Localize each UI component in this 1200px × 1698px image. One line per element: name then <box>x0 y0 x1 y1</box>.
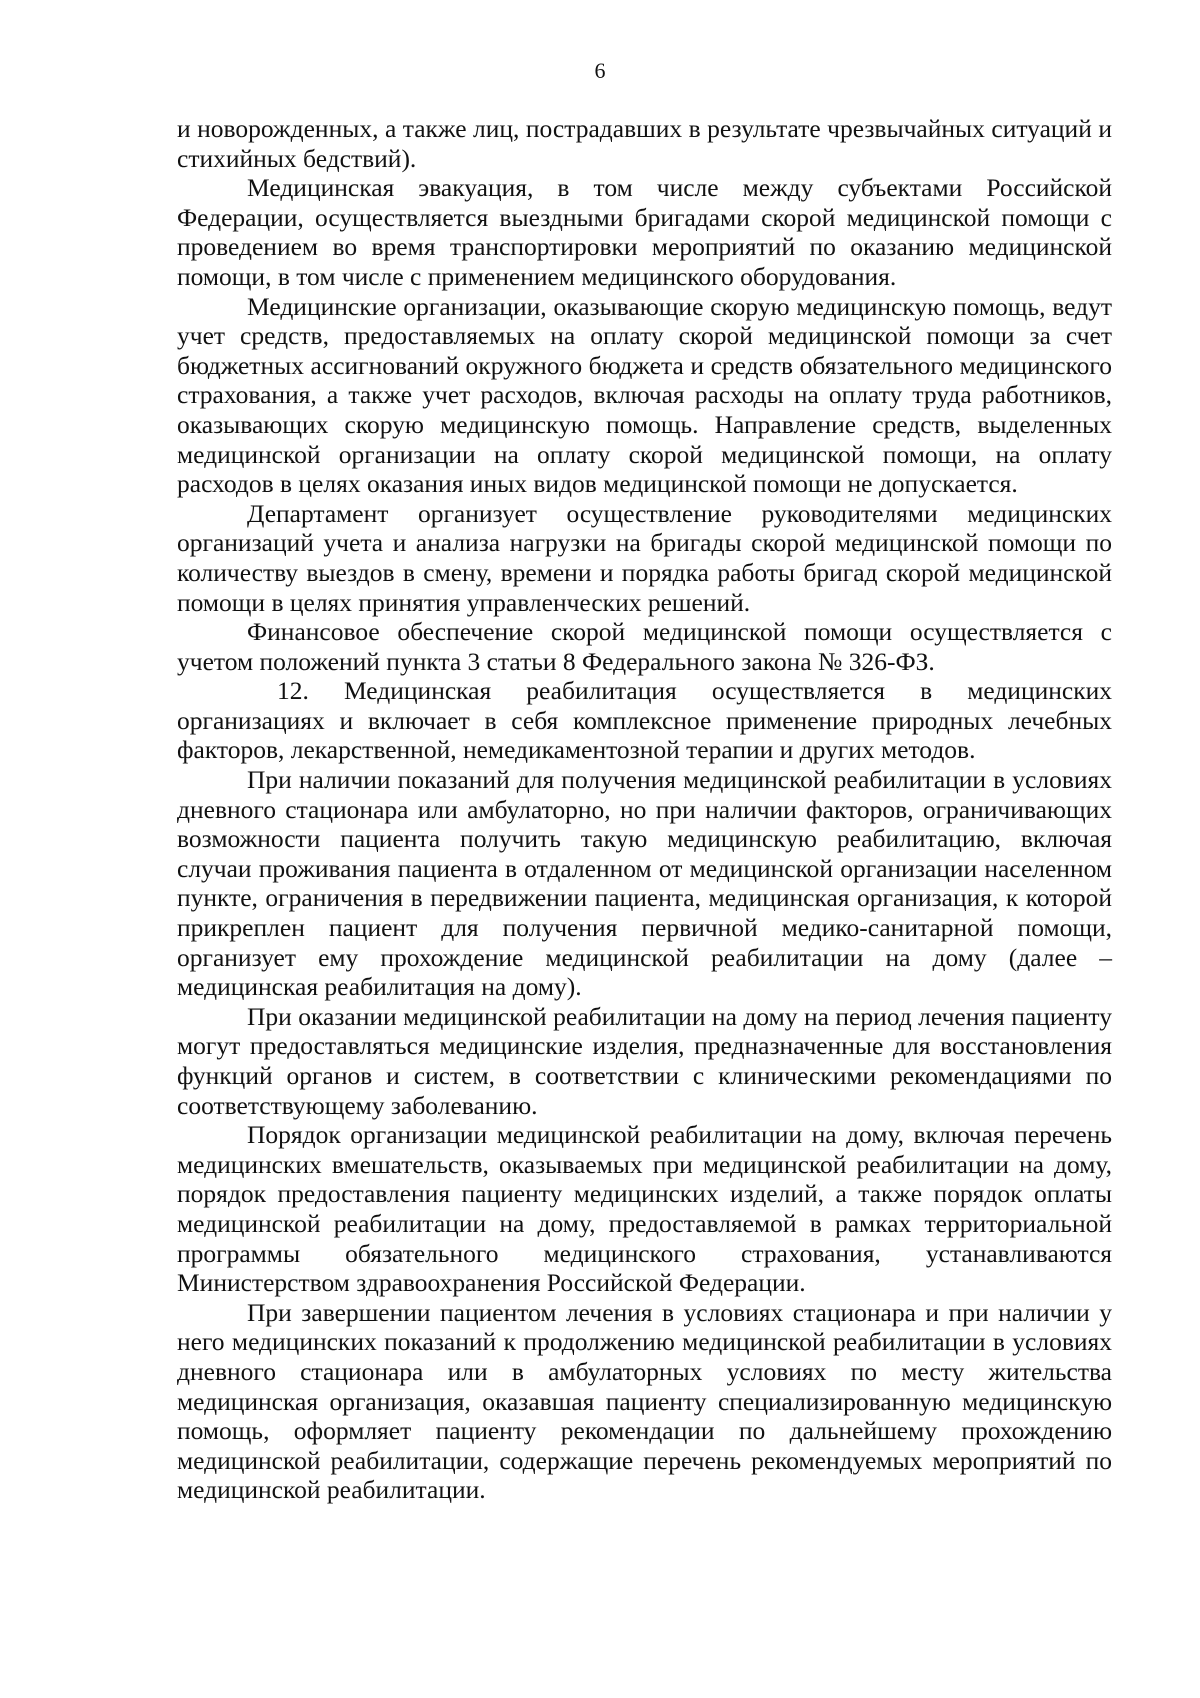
page-number: 6 <box>594 58 606 83</box>
paragraph-rehabilitation-procedure: Порядок организации медицинской реабилитации на дому, включая перечень медицинских вмешательств, оказываемых при медицинской реабилитации на дому, порядок предоставления пациенту медицинских изделий, а также порядок оплаты медицинской реабилитации на дому, предоставляемой в рамках территориальной программы обязательного медицинского страхования, устанавливаются Министерством здравоохранения Российской Федерации. <box>177 1120 1112 1298</box>
paragraph-funds-accounting: Медицинские организации, оказывающие скорую медицинскую помощь, ведут учет средств, предоставляемых на оплату скорой медицинской помощи за счет бюджетных ассигнований окружного бюджета и средств обязательного медицинского страхования, а также учет расходов, включая расходы на оплату труда работников, оказывающих скорую медицинскую помощь. Направление средств, выделенных медицинской организации на оплату скорой медицинской помощи, на оплату расходов в целях оказания иных видов медицинской помощи не допускается. <box>177 291 1112 499</box>
paragraph-financial-support: Финансовое обеспечение скорой медицинской помощи осуществляется с учетом положений пункта 3 статьи 8 Федерального закона № 326-ФЗ. <box>177 617 1112 676</box>
paragraph-home-rehabilitation: При наличии показаний для получения медицинской реабилитации в условиях дневного стационара или амбулаторно, но при наличии факторов, ограничивающих возможности пациента получить такую медицинскую реабилитацию, включая случаи проживания пациента в отдаленном от медицинской организации населенном пункте, ограничения в передвижении пациента, медицинская организация, к которой прикреплен пациент для получения первичной медико-санитарной помощи, организует ему прохождение медицинской реабилитации на дому (далее – медицинская реабилитация на дому). <box>177 765 1112 1002</box>
paragraph-continuation: и новорожденных, а также лиц, пострадавших в результате чрезвычайных ситуаций и стихийных бедствий). <box>177 114 1112 173</box>
paragraph-item-12-rehabilitation: 12. Медицинская реабилитация осуществляется в медицинских организациях и включает в себя комплексное применение природных лечебных факторов, лекарственной, немедикаментозной терапии и других методов. <box>177 676 1112 765</box>
paragraph-medical-devices: При оказании медицинской реабилитации на дому на период лечения пациенту могут предоставляться медицинские изделия, предназначенные для восстановления функций органов и систем, в соответствии с клиническими рекомендациями по соответствующему заболеванию. <box>177 1001 1112 1120</box>
paragraph-department-analysis: Департамент организует осуществление руководителями медицинских организаций учета и анализа нагрузки на бригады скорой медицинской помощи по количеству выездов в смену, времени и порядка работы бригад скорой медицинской помощи в целях принятия управленческих решений. <box>177 498 1112 617</box>
paragraph-medical-evacuation: Медицинская эвакуация, в том числе между субъектами Российской Федерации, осуществляется выездными бригадами скорой медицинской помощи с проведением во время транспортировки мероприятий по оказанию медицинской помощи, в том числе с применением медицинского оборудования. <box>177 173 1112 291</box>
document-body <box>177 114 1112 1505</box>
paragraph-discharge-recommendations: При завершении пациентом лечения в условиях стационара и при наличии у него медицинских показаний к продолжению медицинской реабилитации в условиях дневного стационара или в амбулаторных условиях по месту жительства медицинская организация, оказавшая пациенту специализированную медицинскую помощь, оформляет пациенту рекомендации по дальнейшему прохождению медицинской реабилитации, содержащие перечень рекомендуемых мероприятий по медицинской реабилитации. <box>177 1297 1112 1505</box>
